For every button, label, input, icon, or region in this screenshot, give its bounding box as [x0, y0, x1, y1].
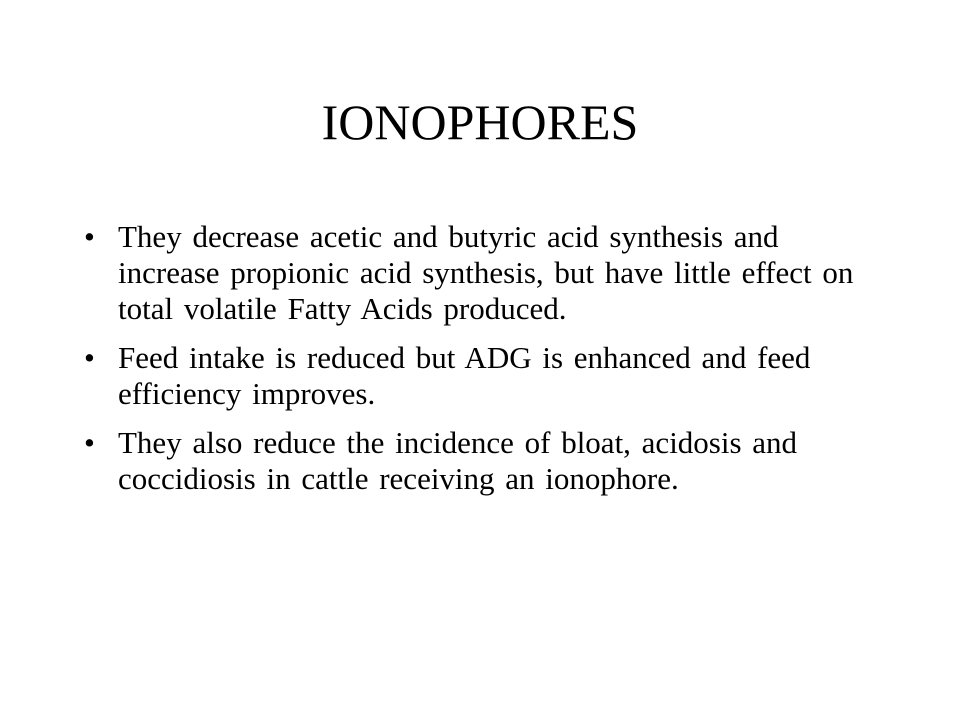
- bullet-text: Feed intake is reduced but ADG is enhanced and feed efficiency improves.: [118, 340, 811, 411]
- slide-title: IONOPHORES: [321, 94, 639, 150]
- bullet-dot-icon: •: [84, 340, 95, 375]
- bullet-text: They also reduce the incidence of bloat, acidosis and coccidiosis in cattle receiving an ionophore.: [118, 425, 798, 496]
- bullet-list: [80, 219, 880, 510]
- bullet-item: [80, 219, 880, 327]
- bullet-item: [80, 340, 880, 412]
- bullet-text: They decrease acetic and butyric acid synthesis and increase propionic acid synthesis, but have little effect on total volatile Fatty Acids produced.: [118, 219, 854, 326]
- bullet-item: [80, 425, 880, 497]
- bullet-dot-icon: •: [84, 219, 95, 254]
- bullet-dot-icon: •: [84, 425, 95, 460]
